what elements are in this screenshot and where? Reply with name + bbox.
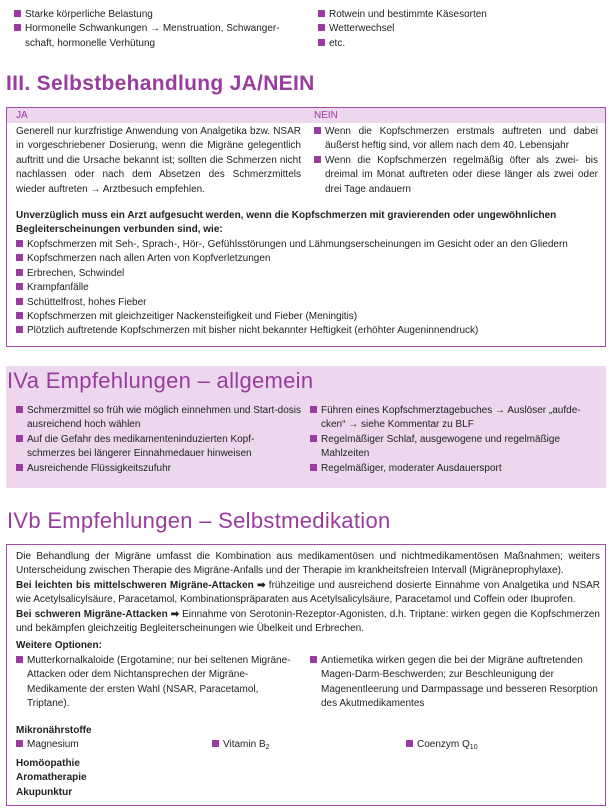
nein-list (314, 125, 598, 197)
bullet-square-icon (318, 39, 325, 46)
list-item: Starke körperliche Belastung (14, 8, 304, 22)
allgemein-right-list (310, 404, 598, 476)
list-item: Aromatherapie (16, 772, 87, 784)
list-item: Regelmäßiger Schlaf, ausgewogene und regelmäßige Mahlzeiten (310, 433, 598, 462)
light-attack-paragraph: Bei leichten bis mittelschweren Migräne-Attacken ➡ frühzeitige und ausreichend dosierte Einnahme von Analgetika und NSAR wie Acetylsalicylsäure, Paracetamol, Kombinationspräparaten aus Acetylsalicylsäure, Paracetamol und Coffein oder Ibuprofen. (16, 580, 600, 606)
list-item: Wetterwechsel (318, 22, 598, 36)
ja-text: Generell nur kurzfristige Anwendung von Analgetika bzw. NSAR in vorgeschriebener Dosierung, wenn die Migräne gelegentlich auftritt und die Ursache bekannt ist; sollten die Schmerzen nicht nachlassen oder nach dem Absetzen des Schmerzmittels wieder auftreten → Arztbesuch empfehlen. (16, 126, 301, 195)
section-title-allgemein: IVa Empfehlungen – allgemein (7, 368, 314, 393)
list-item: Führen eines Kopfschmerztagebuches → Auslöser „aufde-cken“ → siehe Kommentar zu BLF (310, 404, 598, 433)
section-title-selbstmedikation: IVb Empfehlungen – Selbstmedikation (7, 508, 391, 533)
list-item: etc. (318, 37, 598, 51)
list-item: Akupunktur (16, 786, 73, 798)
bullet-square-icon (16, 254, 23, 261)
allgemein-left-list (16, 404, 301, 476)
list-item: Erbrechen, Schwindel (16, 267, 600, 281)
extra-therapies-list (16, 757, 87, 800)
micronutrient-item: Vitamin $B_2$ (212, 738, 270, 755)
list-item: Krampfanfälle (16, 281, 600, 295)
micronutrient-item: Coenzym $Q_{10}$ (406, 738, 478, 755)
bullet-square-icon (16, 269, 23, 276)
bullet-square-icon (14, 24, 21, 31)
causes-right-list (318, 8, 598, 51)
causes-left-list (14, 8, 304, 51)
list-item: Homöopathie (16, 758, 80, 769)
list-item: Kopfschmerzen nach allen Arten von Kopfverletzungen (16, 252, 600, 266)
bullet-square-icon (16, 406, 23, 413)
micronutrient-item: Magnesium (16, 738, 79, 752)
bullet-square-icon (16, 312, 23, 319)
bullet-square-icon (16, 656, 23, 663)
option-left: Mutterkornalkaloide (Ergotamine; nur bei seltenen Migräne-Attacken oder dem Nichtansprechen der Migräne-Medikamente der ersten Wahl (NSAR, Paracetamol, Triptane). (16, 654, 294, 712)
severe-attack-label: Bei schweren Migräne-Attacken ➡ (16, 609, 180, 620)
bullet-square-icon (310, 435, 317, 442)
bullet-square-icon (310, 656, 317, 663)
bullet-square-icon (406, 740, 413, 747)
list-item: Plötzlich auftretende Kopfschmerzen mit bisher nicht bekannter Heftigkeit (erhöhter Augeninnendruck) (16, 324, 600, 338)
bullet-square-icon (318, 24, 325, 31)
list-item: Wenn die Kopfschmerzen regelmäßig öfter als zwei- bis dreimal im Monat auftreten oder diese länger als zwei oder drei Tage andauern (314, 154, 598, 197)
warning-list (16, 238, 600, 339)
nein-label: NEIN (314, 110, 338, 121)
micronutrients-label: Mikronährstoffe (16, 725, 92, 736)
bullet-square-icon (16, 464, 23, 471)
selbstmedikation-intro: Die Behandlung der Migräne umfasst die Kombination aus medikamentösen und nichtmedikamentösen Maßnahmen; weiters Unterscheidung zwischen Therapie des Migräne-Anfalls und der Therapie im krankheitsfreien Intervall (Migräneprophylaxe). (16, 551, 600, 577)
bullet-square-icon (310, 464, 317, 471)
bullet-square-icon (16, 283, 23, 290)
severe-attack-paragraph: Bei schweren Migräne-Attacken ➡ Einnahme von Serotonin-Rezeptor-Agonisten, d.h. Triptane: wirken gegen die Kopfschmerzen und bekämpfen gleichzeitig Begleiterscheinungen wie Übelkeit und Erbrechen. (16, 609, 600, 635)
bullet-square-icon (16, 298, 23, 305)
list-item: Ausreichende Flüssigkeitszufuhr (16, 462, 301, 476)
bullet-square-icon (314, 127, 321, 134)
bullet-square-icon (310, 406, 317, 413)
list-item: Hormonelle Schwankungen → Menstruation, Schwanger-schaft, hormonelle Verhütung (14, 22, 304, 51)
bullet-square-icon (318, 10, 325, 17)
bullet-square-icon (16, 740, 23, 747)
bullet-square-icon (16, 240, 23, 247)
list-item: Regelmäßiger, moderater Ausdauersport (310, 462, 598, 476)
bullet-square-icon (14, 10, 21, 17)
list-item: Wenn die Kopfschmerzen erstmals auftreten und dabei äußerst heftig sind, vor allem nach dem 40. Lebensjahr (314, 125, 598, 154)
bullet-square-icon (314, 156, 321, 163)
bullet-square-icon (212, 740, 219, 747)
section-title-selbstbehandlung: III. Selbstbehandlung JA/NEIN (6, 72, 315, 95)
ja-label: JA (16, 110, 28, 121)
option-right: Antiemetika wirken gegen die bei der Migräne auftretenden Magen-Darm-Beschwerden; zur Beschleunigung der Magenentleerung und Darmpassage und besseren Resorption des Akutmedikamentes (310, 654, 600, 712)
list-item: Schüttelfrost, hohes Fieber (16, 296, 600, 310)
ja-nein-header (7, 108, 605, 123)
bullet-square-icon (16, 435, 23, 442)
list-item: Auf die Gefahr des medikamenteninduzierten Kopf-schmerzes bei längerer Einnahmedauer hinweisen (16, 433, 301, 462)
bullet-square-icon (16, 326, 23, 333)
warning-text: Unverzüglich muss ein Arzt aufgesucht werden, wenn die Kopfschmerzen mit gravierenden oder ungewöhnlichen Begleiterscheinungen verbunden sind, wie: (16, 210, 557, 236)
light-attack-label: Bei leichten bis mittelschweren Migräne-Attacken ➡ (16, 580, 266, 591)
list-item: Kopfschmerzen mit gleichzeitiger Nackensteifigkeit und Fieber (Meningitis) (16, 310, 600, 324)
options-label: Weitere Optionen: (16, 640, 102, 651)
list-item: Rotwein und bestimmte Käsesorten (318, 8, 598, 22)
list-item: Kopfschmerzen mit Seh-, Sprach-, Hör-, Gefühlsstörungen und Lähmungserscheinungen im Gesicht oder an den Gliedern (16, 238, 600, 252)
list-item: Schmerzmittel so früh wie möglich einnehmen und Start-dosis ausreichend hoch wählen (16, 404, 301, 433)
